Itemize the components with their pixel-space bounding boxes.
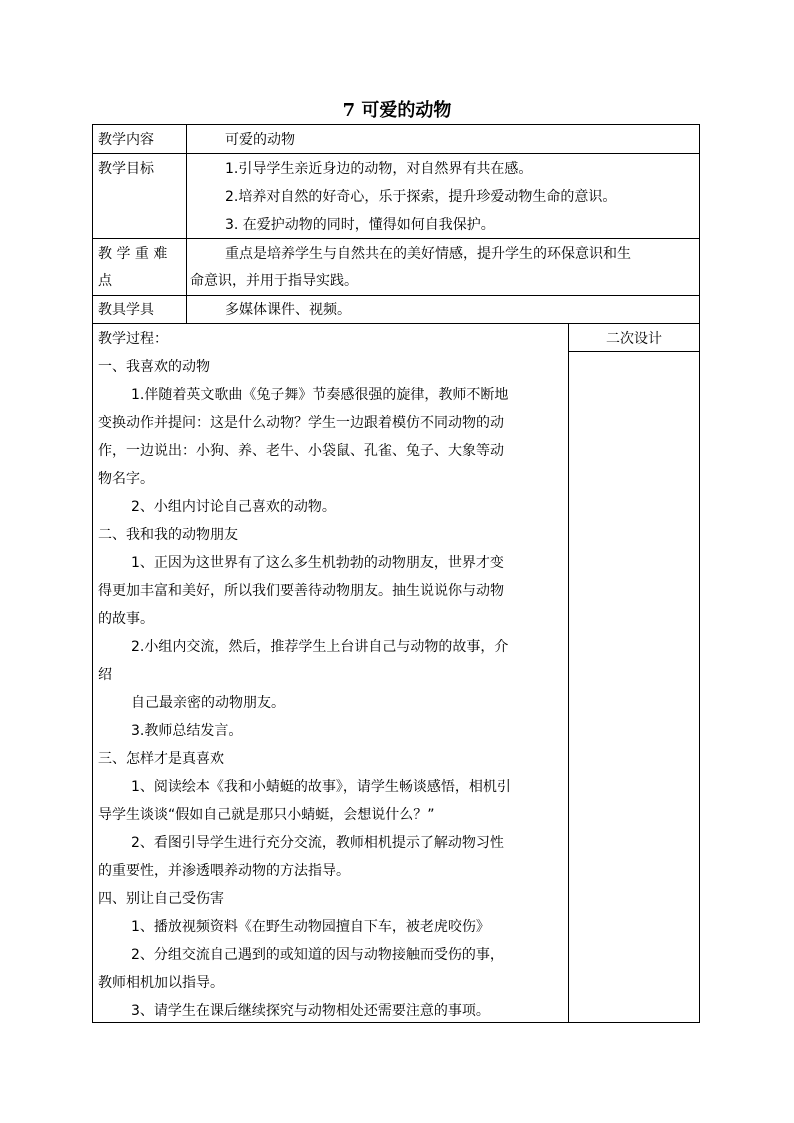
key-points-text: 命意识，并用于指导实践。 <box>190 273 358 289</box>
process-line: 四、别让自己受伤害 <box>98 891 224 907</box>
side-heading: 二次设计 <box>606 331 662 347</box>
process-line: 的故事。 <box>98 611 154 627</box>
row-divider <box>92 238 700 239</box>
goals-label: 教学目标 <box>98 161 154 177</box>
tools-label: 教具学具 <box>98 302 154 318</box>
side-column-divider <box>568 323 569 1023</box>
process-line: 作，一边说出：小狗、养、老牛、小袋鼠、孔雀、兔子、大象等动 <box>98 443 504 459</box>
tools-value: 多媒体课件、视频。 <box>225 302 351 318</box>
row-divider <box>92 323 700 324</box>
side-heading-divider <box>568 351 700 352</box>
process-line: 1.伴随着英文歌曲《兔子舞》节奏感很强的旋律，教师不断地 <box>131 387 509 403</box>
process-line: 3、请学生在课后继续探究与动物相处还需要注意的事项。 <box>131 1003 490 1019</box>
process-line: 1、阅读绘本《我和小蜻蜓的故事》，请学生畅谈感悟，相机引 <box>131 779 511 795</box>
goal-item: 1.引导学生亲近身边的动物，对自然界有共在感。 <box>225 161 533 177</box>
process-line: 一、我喜欢的动物 <box>98 359 210 375</box>
process-line: 1、播放视频资料《在野生动物园擅自下车，被老虎咬伤》 <box>131 919 490 935</box>
process-line: 三、怎样才是真喜欢 <box>98 751 224 767</box>
goal-item: 2.培养对自然的好奇心，乐于探索，提升珍爱动物生命的意识。 <box>225 189 617 205</box>
content-value: 可爱的动物 <box>225 132 295 148</box>
process-line: 二、我和我的动物朋友 <box>98 527 238 543</box>
process-line: 2.小组内交流，然后，推荐学生上台讲自己与动物的故事，介 <box>131 639 509 655</box>
row-divider <box>92 153 700 154</box>
key-points-label: 教 学 重 难 <box>98 246 168 262</box>
process-line: 变换动作并提问：这是什么动物？学生一边跟着模仿不同动物的动 <box>98 415 504 431</box>
process-line: 3.教师总结发言。 <box>131 723 243 739</box>
key-points-label: 点 <box>98 273 112 289</box>
process-line: 导学生谈谈“假如自己就是那只小蜻蜓，会想说什么？” <box>98 807 435 823</box>
goal-item: 3. 在爱护动物的同时，懂得如何自我保护。 <box>225 217 495 233</box>
process-line: 的重要性，并渗透喂养动物的方法指导。 <box>98 863 350 879</box>
process-line: 2、分组交流自己遇到的或知道的因与动物接触而受伤的事， <box>131 947 504 963</box>
row-divider <box>92 295 700 296</box>
process-line: 得更加丰富和美好，所以我们要善待动物朋友。抽生说说你与动物 <box>98 583 504 599</box>
process-line: 2、小组内讨论自己喜欢的动物。 <box>131 499 336 515</box>
process-heading: 教学过程： <box>98 331 168 347</box>
process-line: 绍 <box>98 667 112 683</box>
process-line: 2、看图引导学生进行充分交流，教师相机提示了解动物习性 <box>131 835 504 851</box>
process-line: 自己最亲密的动物朋友。 <box>131 695 285 711</box>
process-line: 1、正因为这世界有了这么多生机勃勃的动物朋友，世界才变 <box>131 555 504 571</box>
process-line: 物名字。 <box>98 471 154 487</box>
lesson-title: 7 可爱的动物 <box>342 100 452 121</box>
key-points-text: 重点是培养学生与自然共在的美好情感，提升学生的环保意识和生 <box>225 246 631 262</box>
label-column-divider <box>186 124 187 324</box>
process-line: 教师相机加以指导。 <box>98 975 224 991</box>
content-label: 教学内容 <box>98 132 154 148</box>
